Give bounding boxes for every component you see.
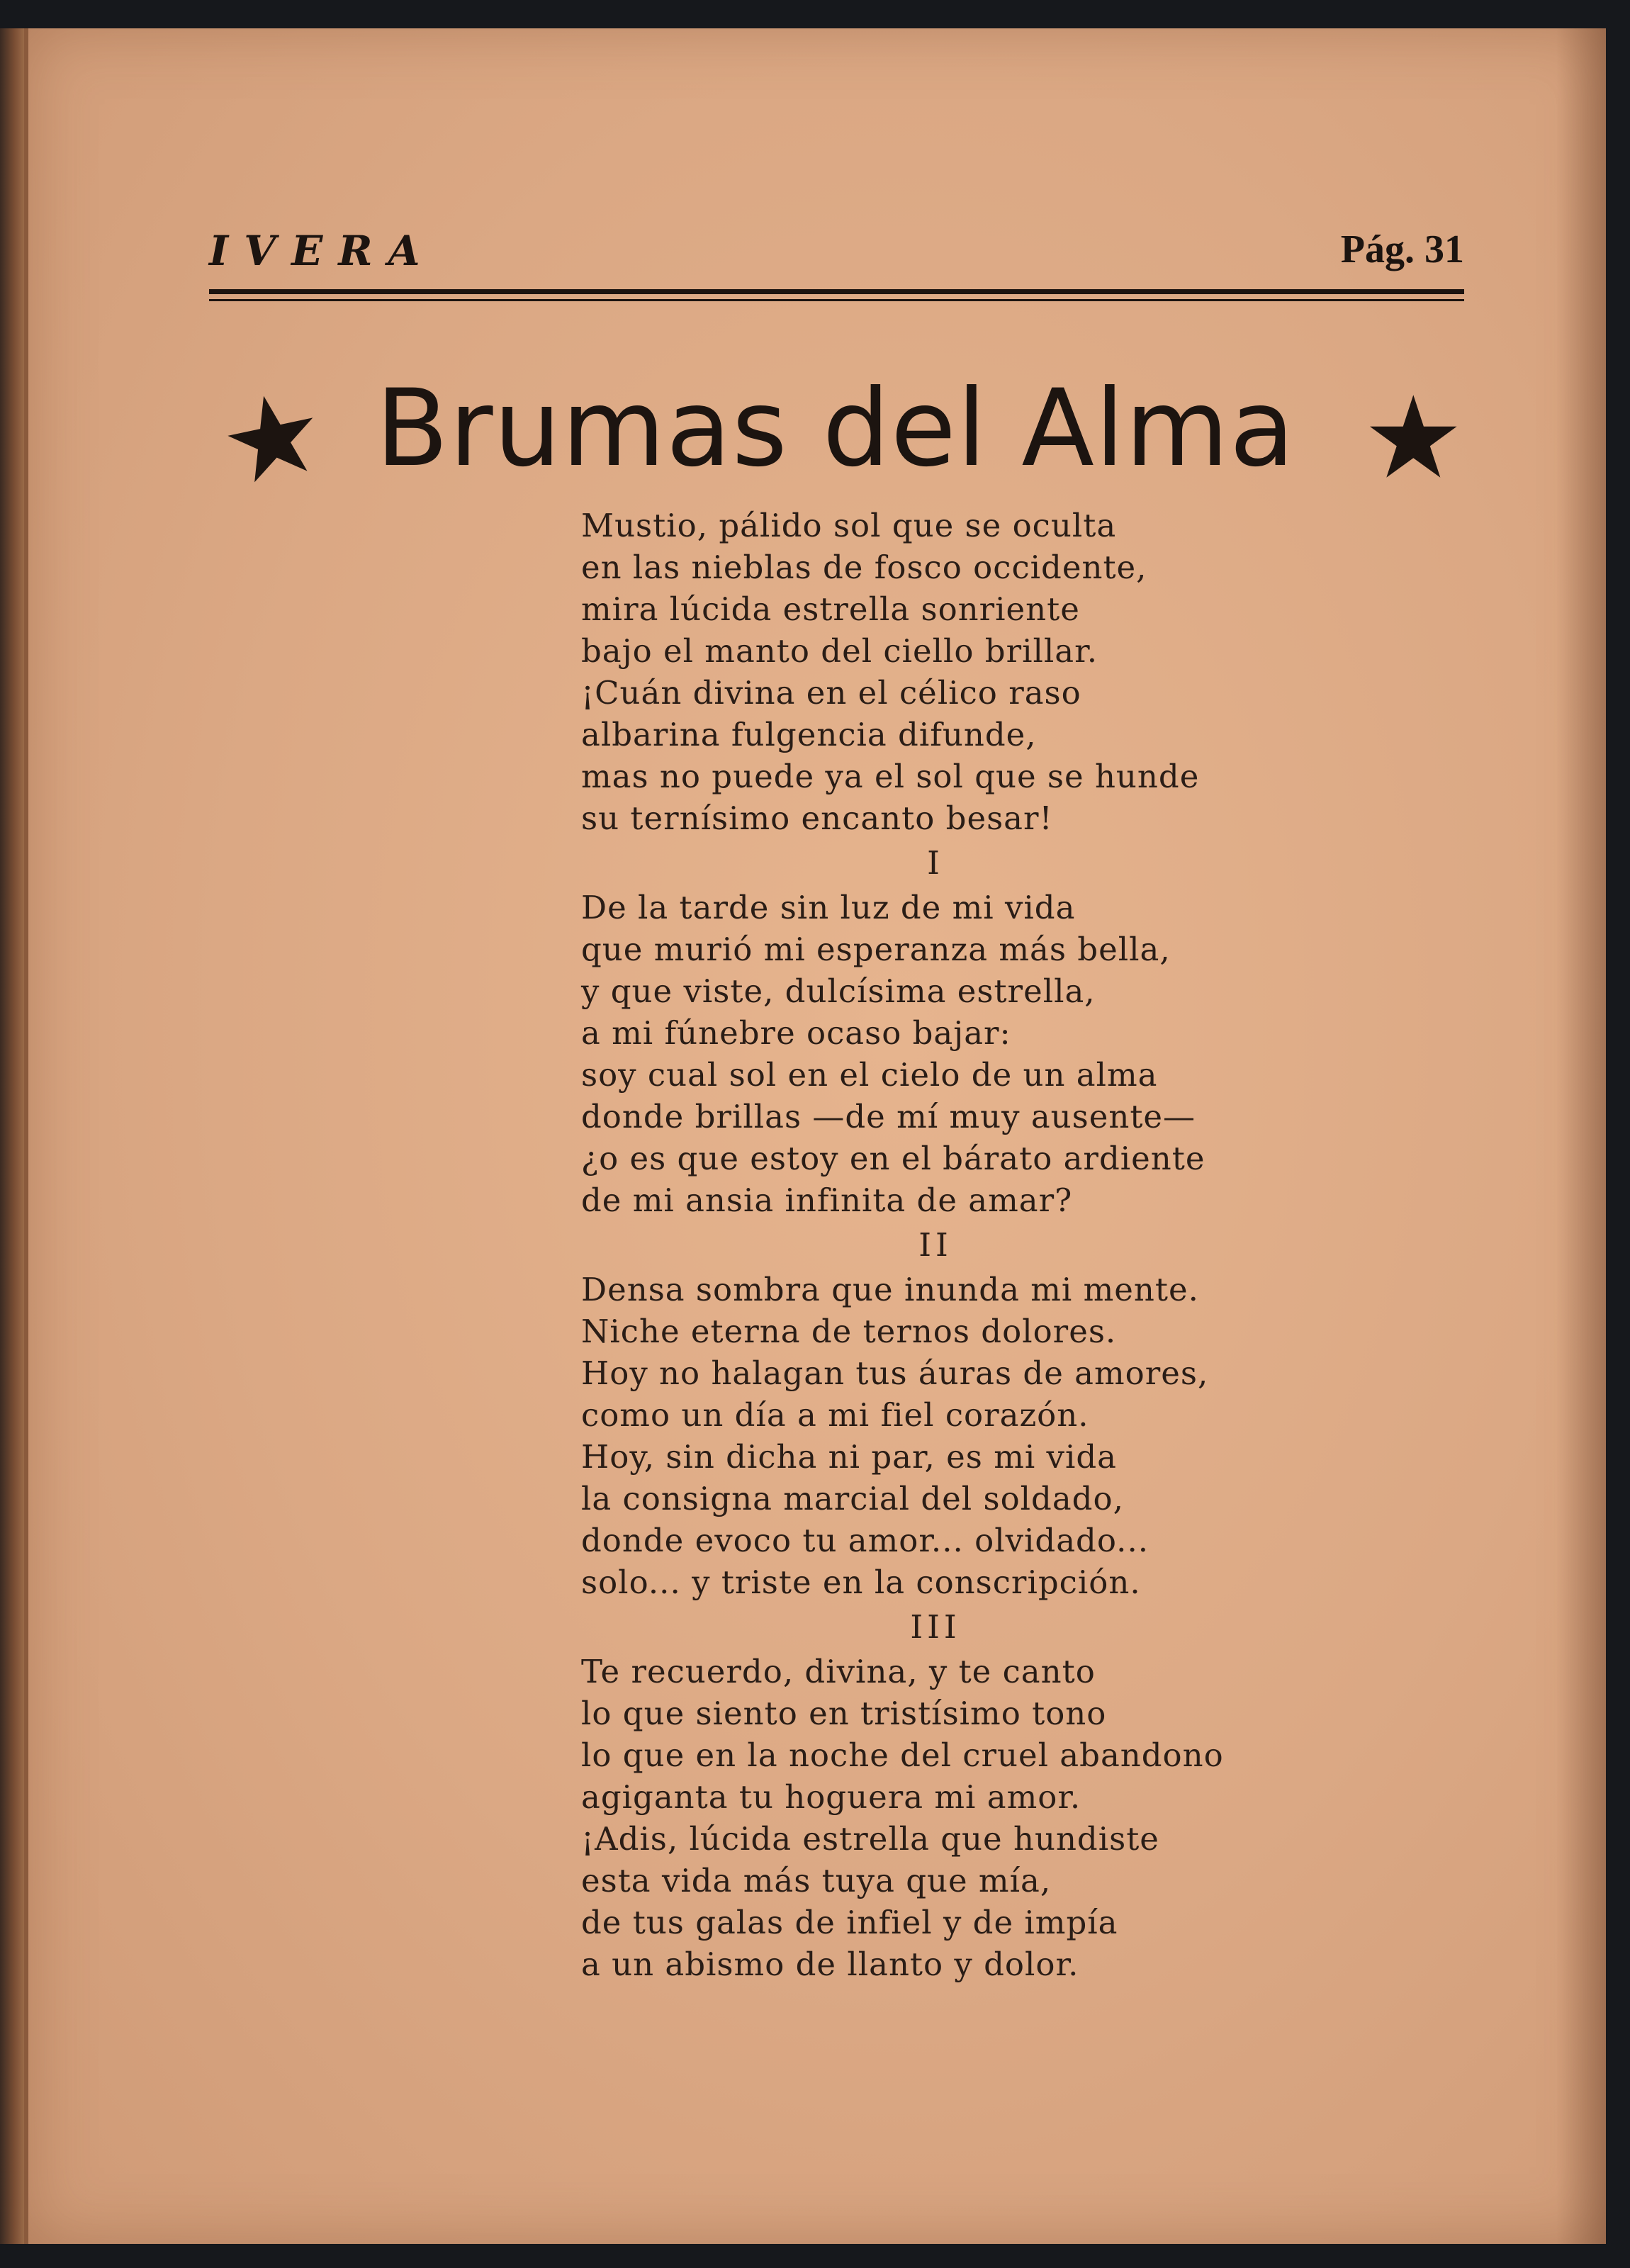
page (24, 28, 1606, 2244)
verse-line: bajo el manto del ciello brillar. (581, 632, 1098, 670)
section-numeral: III (910, 1608, 961, 1646)
verse-line: De la tarde sin luz de mi vida (581, 889, 1076, 926)
page-number: Pág. 31 (1340, 228, 1464, 271)
verse-line: mira lúcida estrella sonriente (581, 590, 1080, 628)
verse-line: a un abismo de llanto y dolor. (581, 1946, 1079, 1983)
poem-title: Brumas del Alma (376, 367, 1295, 490)
verse-line: mas no puede ya el sol que se hunde (581, 758, 1200, 795)
verse-line: de tus galas de infiel y de impía (581, 1904, 1118, 1941)
header-rule-thick (209, 289, 1464, 294)
verse-line: donde brillas —de mí muy ausente— (581, 1098, 1196, 1135)
verse-line: ¿o es que estoy en el bárato ardiente (581, 1140, 1205, 1177)
verse-line: solo... y triste en la conscripción. (581, 1564, 1141, 1601)
verse-line: lo que siento en tristísimo tono (581, 1695, 1107, 1732)
verse-line: Densa sombra que inunda mi mente. (581, 1271, 1199, 1308)
verse-line: a mi fúnebre ocaso bajar: (581, 1014, 1011, 1052)
stanza (581, 1224, 1290, 1603)
verse-line: Niche eterna de ternos dolores. (581, 1313, 1117, 1350)
verse-line: esta vida más tuya que mía, (581, 1862, 1052, 1899)
verse-line: ¡Cuán divina en el célico raso (581, 674, 1081, 712)
verse-line: en las nieblas de fosco occidente, (581, 549, 1147, 586)
section-numeral: II (918, 1226, 952, 1264)
verse-line: y que viste, dulcísima estrella, (581, 972, 1096, 1010)
running-header-title: IVERA (209, 227, 436, 275)
poem-body (581, 505, 1290, 1985)
verse-line: soy cual sol en el cielo de un alma (581, 1056, 1158, 1094)
verse-line: Hoy, sin dicha ni par, es mi vida (581, 1438, 1118, 1476)
book-spine (0, 28, 24, 2244)
verse-line: de mi ansia infinita de amar? (581, 1181, 1073, 1219)
stanza (581, 505, 1290, 839)
verse-line: donde evoco tu amor... olvidado... (581, 1522, 1150, 1559)
verse-line: la consigna marcial del soldado, (581, 1480, 1124, 1517)
stanza (581, 842, 1290, 1221)
verse-line: Te recuerdo, divina, y te canto (581, 1653, 1096, 1690)
verse-line: su ternísimo encanto besar! (581, 799, 1053, 837)
header-rule-thin (209, 299, 1464, 301)
verse-line: como un día a mi fiel corazón. (581, 1396, 1089, 1434)
title-row (209, 361, 1464, 513)
verse-line: lo que en la noche del cruel abandono (581, 1736, 1224, 1774)
section-numeral: I (927, 844, 944, 882)
black-star-icon: ★ (209, 362, 337, 513)
verse-line: Hoy no halagan tus áuras de amores, (581, 1354, 1209, 1392)
verse-line: Mustio, pálido sol que se oculta (581, 507, 1117, 544)
verse-line: ¡Adis, lúcida estrella que hundiste (581, 1820, 1159, 1858)
stanza (581, 1606, 1290, 1985)
black-star-icon: ★ (1362, 371, 1464, 504)
verse-line: agiganta tu hoguera mi amor. (581, 1778, 1081, 1816)
verse-line: que murió mi esperanza más bella, (581, 931, 1171, 968)
verse-line: albarina fulgencia difunde, (581, 716, 1037, 753)
page-fold-shadow (1556, 28, 1606, 2244)
